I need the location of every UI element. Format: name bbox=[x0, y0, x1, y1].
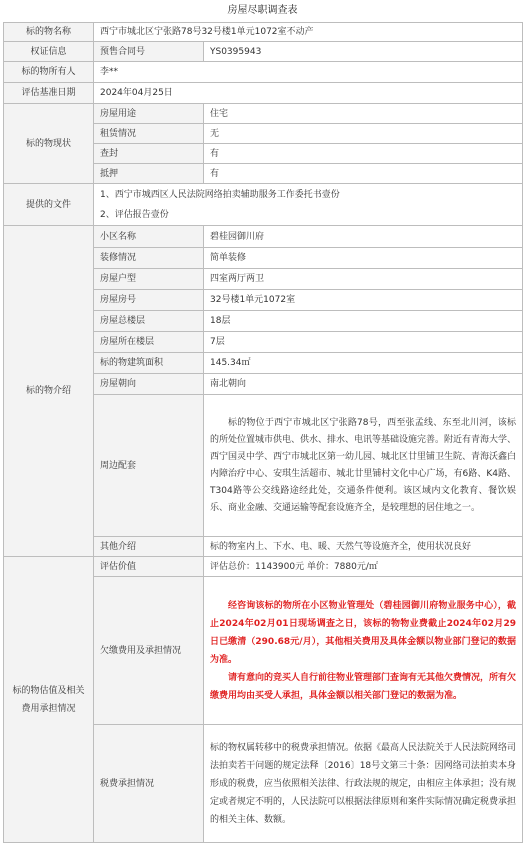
label-eval-date: 评估基准日期 bbox=[4, 83, 94, 104]
row-owner bbox=[4, 62, 523, 83]
intro-value: 32号楼1单元1072室 bbox=[204, 290, 523, 311]
status-value: 有 bbox=[204, 144, 523, 164]
row-eval-date bbox=[4, 83, 523, 104]
status-value: 住宅 bbox=[204, 104, 523, 124]
label-other-intro: 其他介绍 bbox=[94, 537, 204, 557]
label-status: 标的物现状 bbox=[4, 104, 94, 184]
label-owner: 标的物所有人 bbox=[4, 62, 94, 83]
intro-key: 标的物建筑面积 bbox=[94, 353, 204, 374]
intro-value: 145.34㎡ bbox=[204, 353, 523, 374]
intro-value: 简单装修 bbox=[204, 248, 523, 269]
value-owner: 李** bbox=[94, 62, 523, 83]
value-surroundings: 标的物位于西宁市城北区宁张路78号，西至张孟线、东至北川河，该标的所处位置城市供电、供水、排水、电讯等基础设施完善。附近有青海大学、西宁国灵中学、西宁市城北区第一幼儿园、城北区廿里铺卫生院、青海沃鑫白内障治疗中心、安琪生活超市、城北廿里铺村文化中心广场，有6路、K4路、T304路等公交线路途经此处，交通条件便利。该区域内文化教育、餐饮娱乐、商业金融、交通运输等配套设施齐全，是较理想的居住地之一。 bbox=[204, 395, 523, 537]
intro-value: 四室两厅两卫 bbox=[204, 269, 523, 290]
arrears-note-2: 请有意向的竞买人自行前往物业管理部门查询有无其他欠费情况，所有欠缴费用均由买受人承担，具体金额以相关部门登记的数据为准。 bbox=[210, 672, 517, 701]
row-rights bbox=[4, 42, 523, 62]
label-rights: 权证信息 bbox=[4, 42, 94, 62]
row-documents bbox=[4, 184, 523, 226]
value-assessment: 评估总价：1143900元 单价：7880元/㎡ bbox=[204, 557, 523, 577]
value-presale-contract: YS0395943 bbox=[204, 42, 523, 62]
status-key: 查封 bbox=[94, 144, 204, 164]
document-item: 1、西宁市城西区人民法院网络拍卖辅助服务工作委托书壹份 bbox=[100, 189, 340, 200]
intro-key: 房屋房号 bbox=[94, 290, 204, 311]
row-subject-name bbox=[4, 23, 523, 42]
status-value: 有 bbox=[204, 164, 523, 184]
intro-key: 房屋所在楼层 bbox=[94, 332, 204, 353]
documents-list bbox=[94, 184, 523, 226]
label-presale-contract: 预售合同号 bbox=[94, 42, 204, 62]
value-other-intro: 标的物室内上、下水、电、暖、天然气等设施齐全，使用状况良好 bbox=[204, 537, 523, 557]
status-key: 房屋用途 bbox=[94, 104, 204, 124]
intro-value: 南北朝向 bbox=[204, 374, 523, 395]
label-documents: 提供的文件 bbox=[4, 184, 94, 226]
intro-key: 装修情况 bbox=[94, 248, 204, 269]
status-value: 无 bbox=[204, 124, 523, 144]
label-value-fees: 标的物估值及相关费用承担情况 bbox=[4, 557, 94, 843]
intro-key: 房屋总楼层 bbox=[94, 311, 204, 332]
intro-key: 房屋朝向 bbox=[94, 374, 204, 395]
label-surroundings: 周边配套 bbox=[94, 395, 204, 537]
label-intro: 标的物介绍 bbox=[4, 226, 94, 557]
arrears-notes bbox=[204, 577, 523, 725]
intro-row bbox=[4, 226, 523, 248]
label-tax: 税费承担情况 bbox=[94, 725, 204, 843]
label-assessment: 评估价值 bbox=[94, 557, 204, 577]
form-title: 房屋尽职调查表 bbox=[227, 5, 298, 16]
intro-value: 7层 bbox=[204, 332, 523, 353]
status-row bbox=[4, 104, 523, 124]
intro-key: 小区名称 bbox=[94, 226, 204, 248]
survey-form bbox=[3, 0, 522, 843]
arrears-note-1: 经咨询该标的物所在小区物业管理处（碧桂园御川府物业服务中心），截止2024年02月01日现场调查之日，该标的物物业费截止2024年02月29日已缴清（290.68元/月），其他相关费用及具体金额以物业部门登记的数据为准。 bbox=[210, 600, 517, 665]
value-eval-date: 2024年04月25日 bbox=[94, 83, 523, 104]
intro-key: 房屋户型 bbox=[94, 269, 204, 290]
intro-value: 碧桂园御川府 bbox=[204, 226, 523, 248]
status-key: 抵押 bbox=[94, 164, 204, 184]
status-key: 租赁情况 bbox=[94, 124, 204, 144]
intro-value: 18层 bbox=[204, 311, 523, 332]
value-tax: 标的物权属转移中的税费承担情况。依据《最高人民法院关于人民法院网络司法拍卖若干问题的规定法释〔2016〕18号文第三十条：因网络司法拍卖本身形成的税费，应当依照相关法律、行政法规的规定，由相应主体承担；没有规定或者规定不明的，人民法院可以根据法律原则和案件实际情况确定税费承担的相关主体、数额。 bbox=[204, 725, 523, 843]
label-subject-name: 标的物名称 bbox=[4, 23, 94, 42]
survey-table bbox=[3, 22, 523, 843]
row-assessment bbox=[4, 557, 523, 577]
value-subject-name: 西宁市城北区宁张路78号32号楼1单元1072室不动产 bbox=[94, 23, 523, 42]
document-item: 2、评估报告壹份 bbox=[100, 209, 169, 220]
label-arrears: 欠缴费用及承担情况 bbox=[94, 577, 204, 725]
